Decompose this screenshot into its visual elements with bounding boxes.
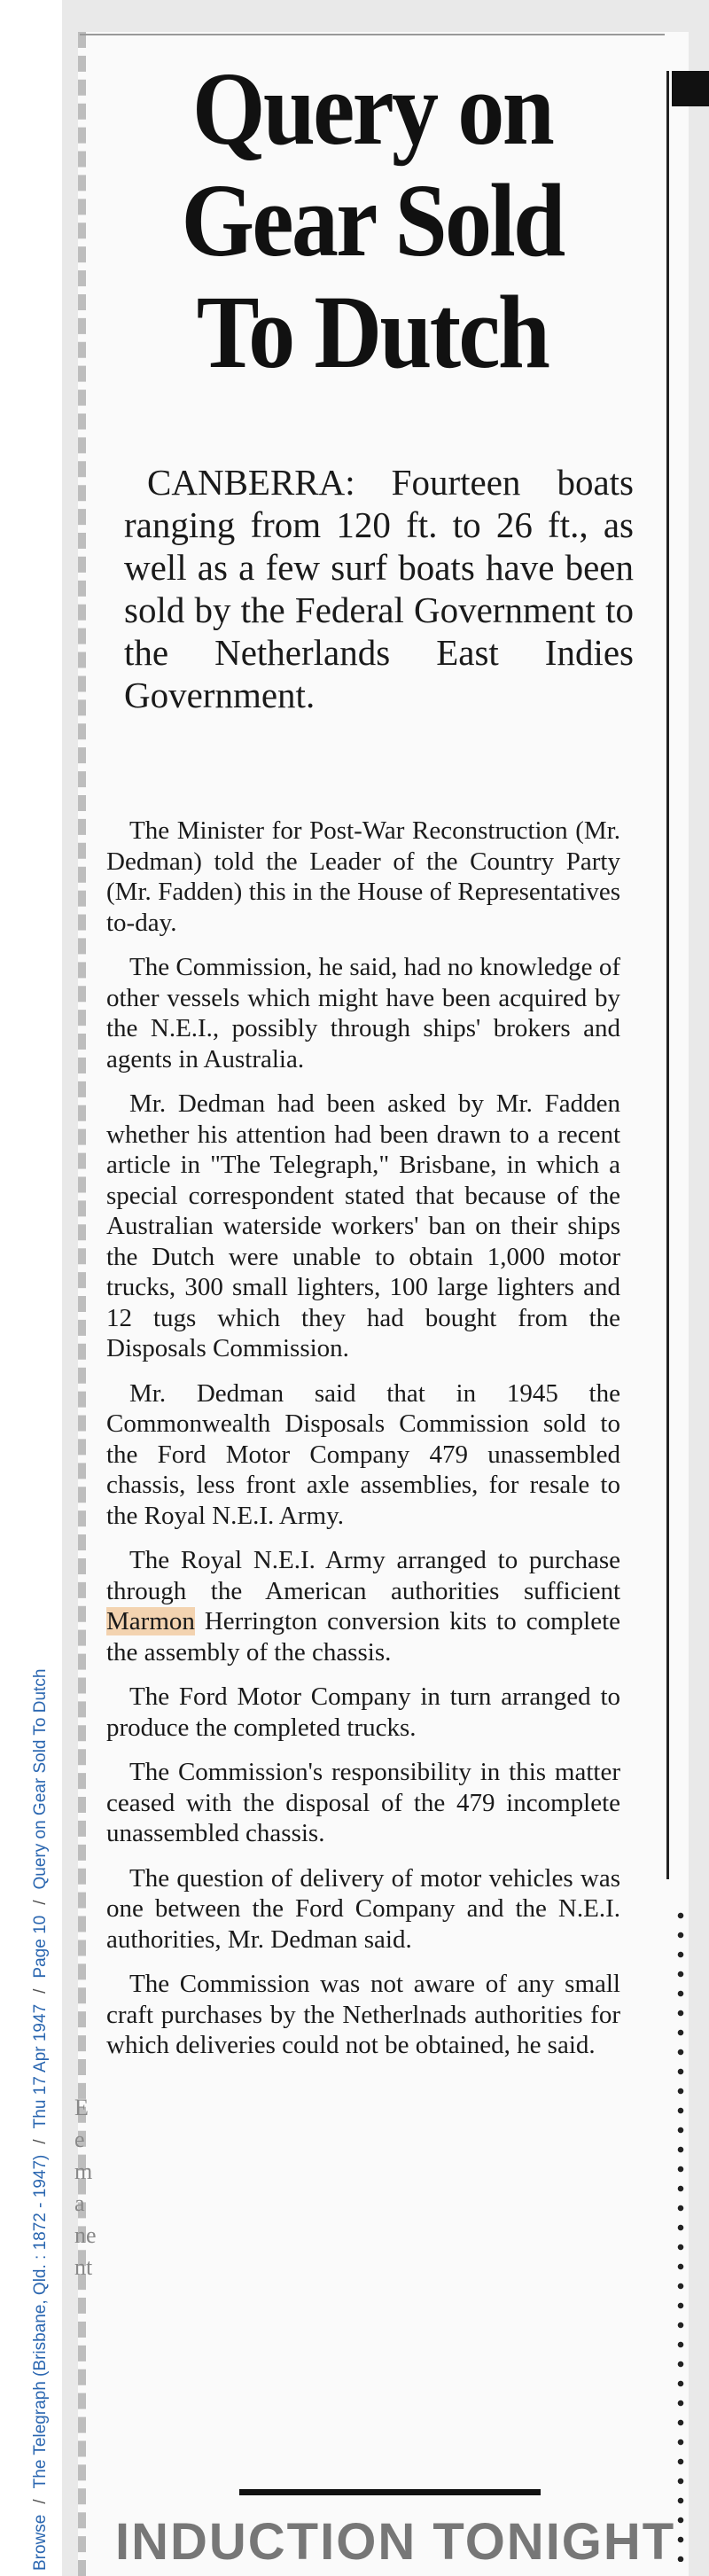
breadcrumb-browse[interactable]: Browse bbox=[31, 2514, 50, 2571]
breadcrumb-separator: / bbox=[31, 2139, 50, 2144]
headline-line-1: Query on bbox=[191, 51, 553, 167]
headline-line-2: Gear Sold bbox=[181, 162, 564, 278]
article-end-rule bbox=[239, 2489, 541, 2495]
breadcrumb bbox=[31, 1669, 51, 2571]
body-paragraph-marmon bbox=[106, 1545, 620, 1667]
adjacent-column-fragment: E e m a ne nt bbox=[74, 2095, 97, 2280]
marmon-text-before: The Royal N.E.I. Army arranged to purchase through the American authorities sufficient bbox=[106, 1546, 620, 1605]
body-paragraph: Mr. Dedman said that in 1945 the Commonwealth Disposals Commission sold to the Ford Motor Company 479 unassembled chassis, less front axle assemblies, for resale to the Royal N.E.I. Army. bbox=[106, 1378, 620, 1530]
breadcrumb-separator: / bbox=[31, 2499, 50, 2504]
headline-line-3: To Dutch bbox=[196, 274, 549, 390]
breadcrumb-separator: / bbox=[31, 1988, 50, 1994]
body-paragraph: The question of delivery of motor vehicles was one between the Ford Company and the N.E.I. authorities, Mr. Dedman said. bbox=[106, 1863, 620, 1954]
adjacent-column-block bbox=[672, 71, 709, 106]
body-paragraph: The Minister for Post-War Reconstruction (Mr. Dedman) told the Leader of the Country Party (Mr. Fadden) this in the House of Representatives to-day. bbox=[106, 816, 620, 937]
sidebar bbox=[0, 0, 62, 2576]
next-article-headline: INDUCTION TONIGHT bbox=[115, 2513, 676, 2571]
search-highlight: Marmon bbox=[106, 1607, 195, 1635]
body-paragraph: The Commission's responsibility in this matter ceased with the disposal of the 479 incomplete unassembled chassis. bbox=[106, 1758, 620, 1847]
breadcrumb-issue-date[interactable]: Thu 17 Apr 1947 bbox=[31, 2003, 50, 2129]
breadcrumb-page[interactable]: Page 10 bbox=[31, 1915, 50, 1979]
marmon-text-after: Herrington conversion kits to complete the assembly of the chassis. bbox=[106, 1607, 620, 1667]
article-headline bbox=[125, 53, 619, 388]
breadcrumb-article[interactable]: Query on Gear Sold To Dutch bbox=[31, 1668, 50, 1890]
breadcrumb-newspaper[interactable]: The Telegraph (Brisbane, Qld. : 1872 - 1947) bbox=[31, 2154, 50, 2489]
body-paragraph: The Commission was not aware of any small craft purchases by the Netherlnads authorities for which deliveries could not be obtained, he said. bbox=[106, 1970, 620, 2059]
column-divider bbox=[666, 71, 669, 1879]
article-body bbox=[106, 816, 620, 2075]
dotted-column-rule bbox=[677, 1906, 684, 2562]
body-paragraph: The Ford Motor Company in turn arranged to produce the completed trucks. bbox=[106, 1682, 620, 1742]
body-paragraph: Mr. Dedman had been asked by Mr. Fadden whether his attention had been drawn to a recent article in "The Telegraph," Brisbane, in which a special correspondent stated that because of the Australian waterside workers' ban on their ships the Dutch were unable to obtain 1,000 motor trucks, 300 small lighters, 100 large lighters and 12 tugs which they had bought from the Disposals Commission. bbox=[106, 1089, 620, 1362]
breadcrumb-separator: / bbox=[31, 1900, 50, 1905]
column-top-rule bbox=[80, 34, 665, 35]
article-lead: CANBERRA: Fourteen boats ranging from 120 ft. to 26 ft., as well as a few surf boats have been sold by the Federal Government to the Netherlands East Indies Government. bbox=[124, 462, 634, 715]
body-paragraph: The Commission, he said, had no knowledge of other vessels which might have been acquired by the N.E.I., possibly through ships' brokers and agents in Australia. bbox=[106, 953, 620, 1073]
